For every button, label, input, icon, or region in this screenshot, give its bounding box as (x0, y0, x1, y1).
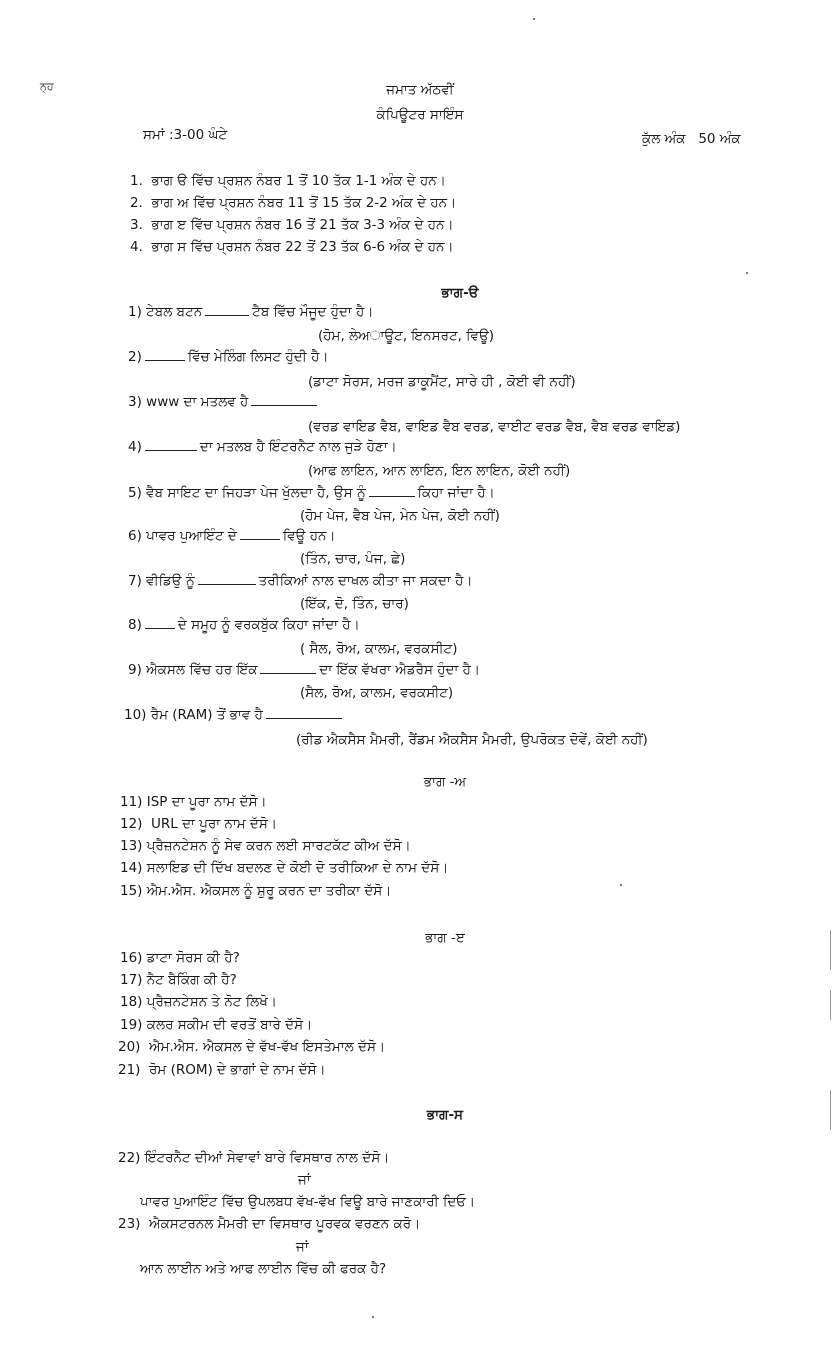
question-text: ਵਿਊ ਹਨ। (282, 528, 336, 544)
question-9 (128, 661, 480, 679)
question-2 (128, 348, 328, 366)
section-c-title: ਭਾਗ -ੲ (425, 930, 465, 946)
section-b-title: ਭਾਗ -ਅ (423, 774, 467, 790)
question-23-alternative: ਆਨ ਲਾਈਨ ਅਤੇ ਆਫ ਲਾਈਨ ਵਿੱਚ ਕੀ ਫਰਕ ਹੈ? (140, 1261, 387, 1277)
section-d-title: ਭਾਗ-ਸ (426, 1107, 464, 1123)
instruction-item: 4. ਭਾਗ ਸ ਵਿੱਚ ਪ੍ਰਸ਼ਨ ਨੰਬਰ 22 ਤੋਂ 23 ਤੱਕ 6-6 ਅੰਕ ਦੇ ਹਨ। (130, 239, 454, 255)
question-text: ਕਿਹਾ ਜਾਂਦਾ ਹੈ। (417, 485, 495, 501)
instruction-item: 1. ਭਾਗ ੳ ਵਿੱਚ ਪ੍ਰਸ਼ਨ ਨੰਬਰ 1 ਤੋਂ 10 ਤੱਕ 1-1 ਅੰਕ ਦੇ ਹਨ। (130, 173, 446, 189)
question-text: ਦਾ ਮਤਲਬ ਹੈ ਇੰਟਰਨੈਟ ਨਾਲ ਜੁੜੇ ਹੋਣਾ। (199, 439, 397, 455)
answer-blank (205, 303, 249, 316)
scan-edge-mark (830, 1090, 831, 1130)
question-options: (ਹੋਮ ਪੇਜ, ਵੈਬ ਪੇਜ, ਮੇਨ ਪੇਜ, ਕੋਈ ਨਹੀਂ) (300, 508, 500, 524)
question-text: 7) ਵੀਡਿਉ ਨੂੰ (128, 573, 195, 589)
answer-blank (198, 572, 256, 585)
question-options: (ਸੈਲ, ਰੋਅ, ਕਾਲਮ, ਵਰਕਸੀਟ) (300, 685, 454, 701)
question-options: ( ਸੈਲ, ਰੋਅ, ਕਾਲਮ, ਵਰਕਸੀਟ) (300, 641, 458, 657)
corner-scan-mark: ਨ੍ਹ (40, 80, 54, 93)
answer-blank (145, 438, 197, 451)
section-a-title: ਭਾਗ-ੳ (441, 285, 479, 301)
answer-blank (266, 706, 342, 719)
question-text: 6) ਪਾਵਰ ਪੁਆਇੰਟ ਦੇ (128, 528, 237, 544)
question-text: ਟੈਬ ਵਿੱਚ ਮੌਜੂਦ ਹੁੰਦਾ ਹੈ। (252, 304, 374, 320)
question-22-alternative: ਪਾਵਰ ਪੁਆਇੰਟ ਵਿੱਚ ਉਪਲਬਧ ਵੱਖ-ਵੱਖ ਵਿਊ ਬਾਰੇ ਜਾਣਕਾਰੀ ਦਿਓ। (140, 1194, 476, 1210)
question-text: 8) (128, 617, 142, 633)
question-17: 17) ਨੈਟ ਬੈਕਿੰਗ ਕੀ ਹੈ? (120, 972, 237, 988)
question-text: 4) (128, 439, 142, 455)
question-4 (128, 438, 397, 456)
question-options: (ਤਿੰਨ, ਚਾਰ, ਪੰਜ, ਛੇ) (300, 551, 406, 567)
question-text: 3) www ਦਾ ਮਤਲਵ ਹੈ (128, 394, 249, 410)
question-options: (ਇੱਕ, ਦੋ, ਤਿੰਨ, ਚਾਰ) (300, 596, 409, 612)
question-18: 18) ਪ੍ਰੈਜ਼ਨਟੇਸ਼ਨ ਤੇ ਨੋਟ ਲਿਖੋ। (120, 994, 277, 1010)
question-options: (ਵਰਡ ਵਾਇਡ ਵੈਬ, ਵਾਇਡ ਵੈਬ ਵਰਡ, ਵਾਈਟ ਵਰਡ ਵੈਬ, ਵੈਬ ਵਰਡ ਵਾਇਡ) (308, 419, 681, 435)
answer-blank (251, 393, 317, 406)
question-text: 2) (128, 349, 142, 365)
question-6 (128, 527, 336, 545)
or-separator: ਜਾਂ (296, 1239, 309, 1255)
question-19: 19) ਕਲਰ ਸਕੀਮ ਦੀ ਵਰਤੋਂ ਬਾਰੇ ਦੱਸੋ। (120, 1017, 313, 1033)
scan-speck (620, 884, 622, 886)
subject-heading: ਕੰਪਿਊਟਰ ਸਾਇੰਸ (376, 107, 464, 123)
question-13: 13) ਪ੍ਰੈਜ਼ਨਟੇਸ਼ਨ ਨੂੰ ਸੇਵ ਕਰਨ ਲਈ ਸਾਰਟਕੱਟ ਕੀਅ ਦੱਸੋ। (120, 838, 411, 854)
instruction-item: 3. ਭਾਗ ੲ ਵਿੱਚ ਪ੍ਰਸ਼ਨ ਨੰਬਰ 16 ਤੋਂ 21 ਤੱਕ 3-3 ਅੰਕ ਦੇ ਹਨ। (130, 217, 454, 233)
question-5 (128, 484, 495, 502)
question-12: 12) URL ਦਾ ਪੂਰਾ ਨਾਮ ਦੱਸੋ। (120, 816, 277, 832)
question-23: 23) ਐਕਸਟਰਨਲ ਮੈਮਰੀ ਦਾ ਵਿਸਥਾਰ ਪੂਰਵਕ ਵਰਣਨ ਕਰੋ। (118, 1216, 421, 1232)
question-text: 5) ਵੈਬ ਸਾਇਟ ਦਾ ਜਿਹੜਾ ਪੇਜ ਖੁੱਲਦਾ ਹੈ, ਉਸ ਨੂੰ (128, 485, 366, 501)
question-text: 10) ਰੈਮ (RAM) ਤੋਂ ਭਾਵ ਹੈ (124, 707, 263, 723)
question-options: (ਰੀਡ ਐਕਸੈਸ ਮੈਮਰੀ, ਰੈਂਡਮ ਐਕਸੈਸ ਮੈਮਰੀ, ਉਪਰੋਕਤ ਦੋਵੇਂ, ਕੋਈ ਨਹੀਂ) (296, 732, 648, 748)
question-14: 14) ਸਲਾਇਡ ਦੀ ਦਿੱਖ ਬਦਲਣ ਦੇ ਕੋਈ ਦੋ ਤਰੀਕਿਆ ਦੇ ਨਾਮ ਦੱਸੋ। (120, 860, 449, 876)
answer-blank (240, 527, 280, 540)
question-8 (128, 616, 360, 634)
question-options: (ਹੋਮ, ਲੇਅਾਊਟ, ਇਨਸਰਟ, ਵਿਊ) (318, 328, 495, 344)
question-10 (124, 706, 345, 724)
question-20: 20) ਐਮ.ਐਸ. ਐਕਸਲ ਦੇ ਵੱਖ-ਵੱਖ ਇਸਤੇਮਾਲ ਦੱਸੋ। (118, 1039, 386, 1055)
scan-edge-mark (830, 930, 831, 970)
question-text: 1) ਟੇਬਲ ਬਟਨ (128, 304, 203, 320)
question-3 (128, 393, 320, 411)
question-21: 21) ਰੋਮ (ROM) ਦੇ ਭਾਗਾਂ ਦੇ ਨਾਮ ਦੱਸੋ। (118, 1062, 326, 1078)
answer-blank (145, 616, 175, 629)
question-text: ਵਿੱਚ ਮੇਲਿੰਗ ਲਿਸਟ ਹੁੰਦੀ ਹੈ। (187, 349, 329, 365)
question-text: ਦੇ ਸਮੂਹ ਨੂੰ ਵਰਕਬੁੱਕ ਕਿਹਾ ਜਾਂਦਾ ਹੈ। (177, 617, 360, 633)
question-16: 16) ਡਾਟਾ ਸੋਰਸ ਕੀ ਹੈ? (120, 950, 240, 966)
or-separator: ਜਾਂ (298, 1172, 311, 1188)
question-22: 22) ਇੰਟਰਨੈਟ ਦੀਆਂ ਸੇਵਾਵਾਂ ਬਾਰੇ ਵਿਸਥਾਰ ਨਾਲ ਦੱਸੋ। (118, 1150, 390, 1166)
question-options: (ਡਾਟਾ ਸੋਰਸ, ਮਰਜ ਡਾਕੂਮੈਂਟ, ਸਾਰੇ ਹੀ , ਕੋਈ ਵੀ ਨਹੀਂ) (308, 374, 576, 390)
instruction-item: 2. ਭਾਗ ਅ ਵਿੱਚ ਪ੍ਰਸ਼ਨ ਨੰਬਰ 11 ਤੋਂ 15 ਤੱਕ 2-2 ਅੰਕ ਦੇ ਹਨ। (130, 195, 457, 211)
scan-edge-mark (830, 990, 831, 1020)
answer-blank (369, 484, 415, 497)
question-15: 15) ਐਮ.ਐਸ. ਐਕਸਲ ਨੂੰ ਸ਼ੁਰੂ ਕਰਨ ਦਾ ਤਰੀਕਾ ਦੱਸੋ। (120, 883, 392, 899)
time-allowed: ਸਮਾਂ :3-00 ਘੰਟੇ (143, 127, 228, 143)
answer-blank (260, 661, 316, 674)
total-marks: ਕੁੱਲ ਅੰਕ 50 ਅੰਕ (642, 131, 741, 147)
scan-speck (533, 18, 535, 20)
scan-speck (372, 1316, 374, 1318)
class-heading: ਜਮਾਤ ਅੱਠਵੀਂ (386, 82, 454, 98)
question-text: ਤਰੀਕਿਆਂ ਨਾਲ ਦਾਖਲ ਕੀਤਾ ਜਾ ਸਕਦਾ ਹੈ। (258, 573, 473, 589)
answer-blank (145, 348, 185, 361)
scan-speck (746, 272, 748, 274)
question-text: ਦਾ ਇੱਕ ਵੱਖਰਾ ਐਡਰੈਸ ਹੁੰਦਾ ਹੈ। (319, 662, 481, 678)
question-text: 9) ਐਕਸਲ ਵਿੱਚ ਹਰ ਇੱਕ (128, 662, 258, 678)
question-11: 11) ISP ਦਾ ਪੂਰਾ ਨਾਮ ਦੱਸੋ। (120, 794, 267, 810)
question-options: (ਆਫ ਲਾਇਨ, ਆਨ ਲਾਇਨ, ਇਨ ਲਾਇਨ, ਕੋਈ ਨਹੀਂ) (308, 463, 571, 479)
question-7 (128, 572, 472, 590)
question-1 (128, 303, 373, 321)
